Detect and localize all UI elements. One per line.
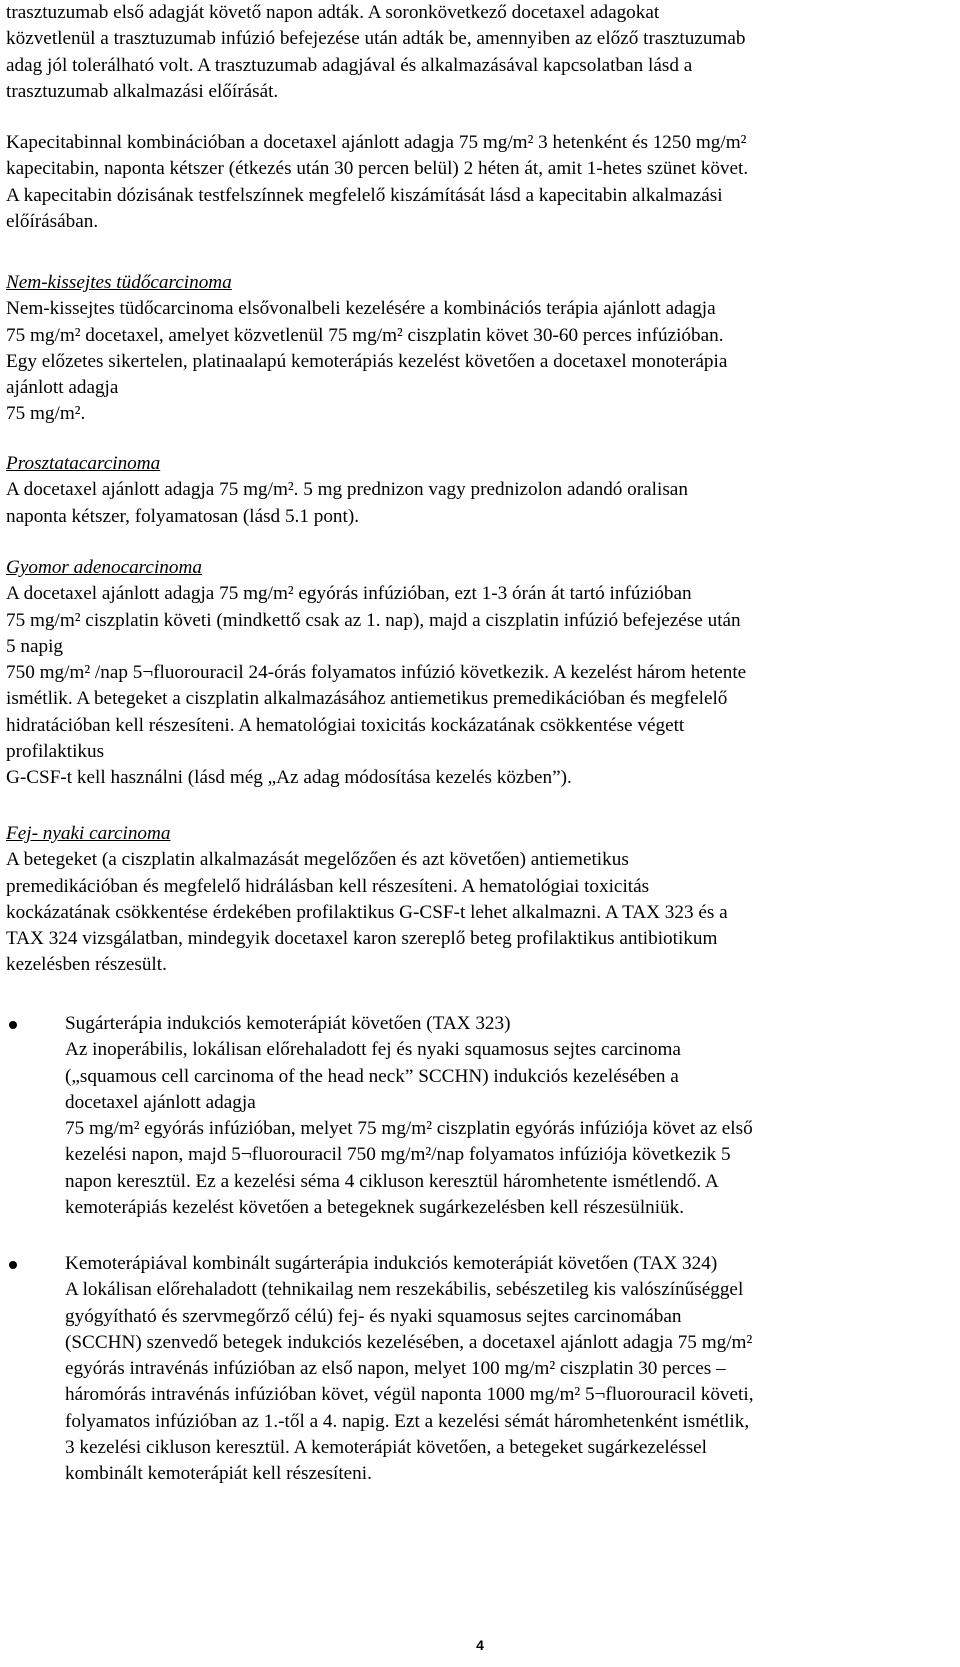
section-heading: Gyomor adenocarcinoma bbox=[6, 557, 202, 578]
bullet-title: Kemoterápiával kombinált sugárterápia indukciós kemoterápiát követően (TAX 324) bbox=[65, 1253, 718, 1274]
bullet-title: Sugárterápia indukciós kemoterápiát követően (TAX 323) bbox=[65, 1013, 511, 1034]
section-gastric bbox=[6, 555, 906, 792]
text-line: ajánlott adagja bbox=[6, 377, 119, 399]
paragraph-capecitabine bbox=[6, 130, 906, 235]
text-line: A lokálisan előrehaladott (tehnikailag nem reszekábilis, sebészetileg kis valószínűséggel bbox=[65, 1279, 744, 1301]
text-line: A docetaxel ajánlott adagja 75 mg/m² egyórás infúzióban, ezt 1-3 órán át tartó infúzióban bbox=[6, 583, 692, 605]
text-line: közvetlenül a trasztuzumab infúzió befejezése után adták be, amennyiben az előző trasztuzumab bbox=[6, 28, 746, 50]
text-line: A kapecitabin dózisának testfelszínnek megfelelő kiszámítását lásd a kapecitabin alkalmazási bbox=[6, 184, 723, 206]
text-line: 75 mg/m² docetaxel, amelyet közvetlenül 75 mg/m² ciszplatin követ 30-60 perces infúzióban. bbox=[6, 324, 724, 346]
text-line: („squamous cell carcinoma of the head neck” SCCHN) indukciós kezelésében a bbox=[65, 1065, 679, 1087]
text-line: Kapecitabinnal kombinációban a docetaxel ajánlott adagja 75 mg/m² 3 hetenként és 1250 mg/m² bbox=[6, 132, 747, 153]
text-line: kezelési napon, majd 5¬fluorouracil 750 mg/m²/nap folyamatos infúziója következik 5 bbox=[65, 1144, 731, 1166]
paragraph-trastuzumab bbox=[6, 0, 906, 105]
text-line: gyógyítható és szervmegőrző célú) fej- és nyaki squamosus sejtes carcinomában bbox=[65, 1305, 682, 1327]
text-line: G-CSF-t kell használni (lásd még „Az adag módosítása kezelés közben”). bbox=[6, 767, 572, 789]
text-line: háromórás intravénás infúzióban követ, végül naponta 1000 mg/m² 5¬fluorouracil követi, bbox=[65, 1384, 754, 1406]
text-line: kezelésben részesült. bbox=[6, 954, 167, 976]
text-line: folyamatos infúzióban az 1.-től a 4. napig. Ezt a kezelési sémát háromhetenként ismétlik, bbox=[65, 1410, 750, 1432]
text-line: 5 napig bbox=[6, 635, 64, 657]
section-nsclc bbox=[6, 270, 906, 428]
text-line: előírásában. bbox=[6, 210, 99, 232]
text-line: kockázatának csökkentése érdekében profilaktikus G-CSF-t lehet alkalmazni. A TAX 323 és a bbox=[6, 901, 728, 923]
text-line: egyórás intravénás infúzióban az első napon, melyet 100 mg/m² ciszplatin 30 perces – bbox=[65, 1358, 726, 1380]
bullet-item-tax324 bbox=[6, 1251, 906, 1488]
section-prostate bbox=[6, 451, 906, 530]
text-line: docetaxel ajánlott adagja bbox=[65, 1091, 256, 1113]
bullet-icon bbox=[9, 1261, 17, 1269]
text-line: TAX 324 vizsgálatban, mindegyik docetaxel karon szereplő beteg profilaktikus antibiotikum bbox=[6, 928, 718, 950]
page-number: 4 bbox=[476, 1637, 484, 1653]
text-line: naponta kétszer, folyamatosan (lásd 5.1 pont). bbox=[6, 505, 360, 527]
text-line: adag jól tolerálható volt. A trasztuzumab adagjával és alkalmazásával kapcsolatban lásd a bbox=[6, 54, 693, 76]
text-line: Egy előzetes sikertelen, platinaalapú kemoterápiás kezelést követően a docetaxel monoterápia bbox=[6, 350, 728, 372]
text-line: 75 mg/m² egyórás infúzióban, melyet 75 mg/m² ciszplatin egyórás infúziója követ az első bbox=[65, 1118, 753, 1140]
text-line: napon keresztül. Ez a kezelési séma 4 cikluson keresztül háromhetente ismétlendő. A bbox=[65, 1170, 719, 1192]
section-head-neck bbox=[6, 821, 906, 979]
text-line: kombinált kemoterápiát kell részesíteni. bbox=[65, 1463, 372, 1485]
text-line: A betegeket (a ciszplatin alkalmazását megelőzően és azt követően) antiemetikus bbox=[6, 849, 629, 871]
bullet-icon bbox=[9, 1021, 17, 1029]
text-line: kapecitabin, naponta kétszer (étkezés után 30 percen belül) 2 héten át, amit 1-hetes szünet követ. bbox=[6, 158, 749, 180]
text-line: hidratációban kell részesíteni. A hematológiai toxicitás kockázatának csökkentése végett bbox=[6, 714, 685, 736]
text-line: trasztuzumab első adagját követő napon adták. A soronkövetkező docetaxel adagokat bbox=[6, 2, 660, 23]
text-line: 3 kezelési cikluson keresztül. A kemoterápiát követően, a betegeket sugárkezeléssel bbox=[65, 1437, 708, 1459]
section-heading: Prosztatacarcinoma bbox=[6, 453, 161, 474]
text-line: 75 mg/m² ciszplatin követi (mindkettő csak az 1. nap), majd a ciszplatin infúzió befejezése után bbox=[6, 609, 741, 631]
text-line: ismétlik. A betegeket a ciszplatin alkalmazásához antiemetikus premedikációban és megfelelő bbox=[6, 688, 728, 710]
text-line: premedikációban és megfelelő hidrálásban kell részesíteni. A hematológiai toxicitás bbox=[6, 875, 650, 897]
text-line: (SCCHN) szenvedő betegek indukciós kezelésében, a docetaxel ajánlott adagja 75 mg/m² bbox=[65, 1331, 753, 1353]
bullet-item-tax323 bbox=[6, 1011, 906, 1221]
text-line: 750 mg/m² /nap 5¬fluorouracil 24-órás folyamatos infúzió következik. A kezelést három hetente bbox=[6, 662, 747, 684]
section-heading: Nem-kissejtes tüdőcarcinoma bbox=[6, 272, 232, 293]
text-line: A docetaxel ajánlott adagja 75 mg/m². 5 mg prednizon vagy prednizolon adandó oralisan bbox=[6, 479, 688, 501]
text-line: trasztuzumab alkalmazási előírását. bbox=[6, 80, 279, 102]
text-line: profilaktikus bbox=[6, 741, 105, 763]
text-line: kemoterápiás kezelést követően a betegeknek sugárkezelésben kell részesülniük. bbox=[65, 1197, 685, 1219]
text-line: 75 mg/m². bbox=[6, 403, 86, 425]
section-heading: Fej- nyaki carcinoma bbox=[6, 823, 171, 844]
text-line: Nem-kissejtes tüdőcarcinoma elsővonalbeli kezelésére a kombinációs terápia ajánlott adagja bbox=[6, 298, 716, 320]
text-line: Az inoperábilis, lokálisan előrehaladott fej és nyaki squamosus sejtes carcinoma bbox=[65, 1039, 681, 1061]
